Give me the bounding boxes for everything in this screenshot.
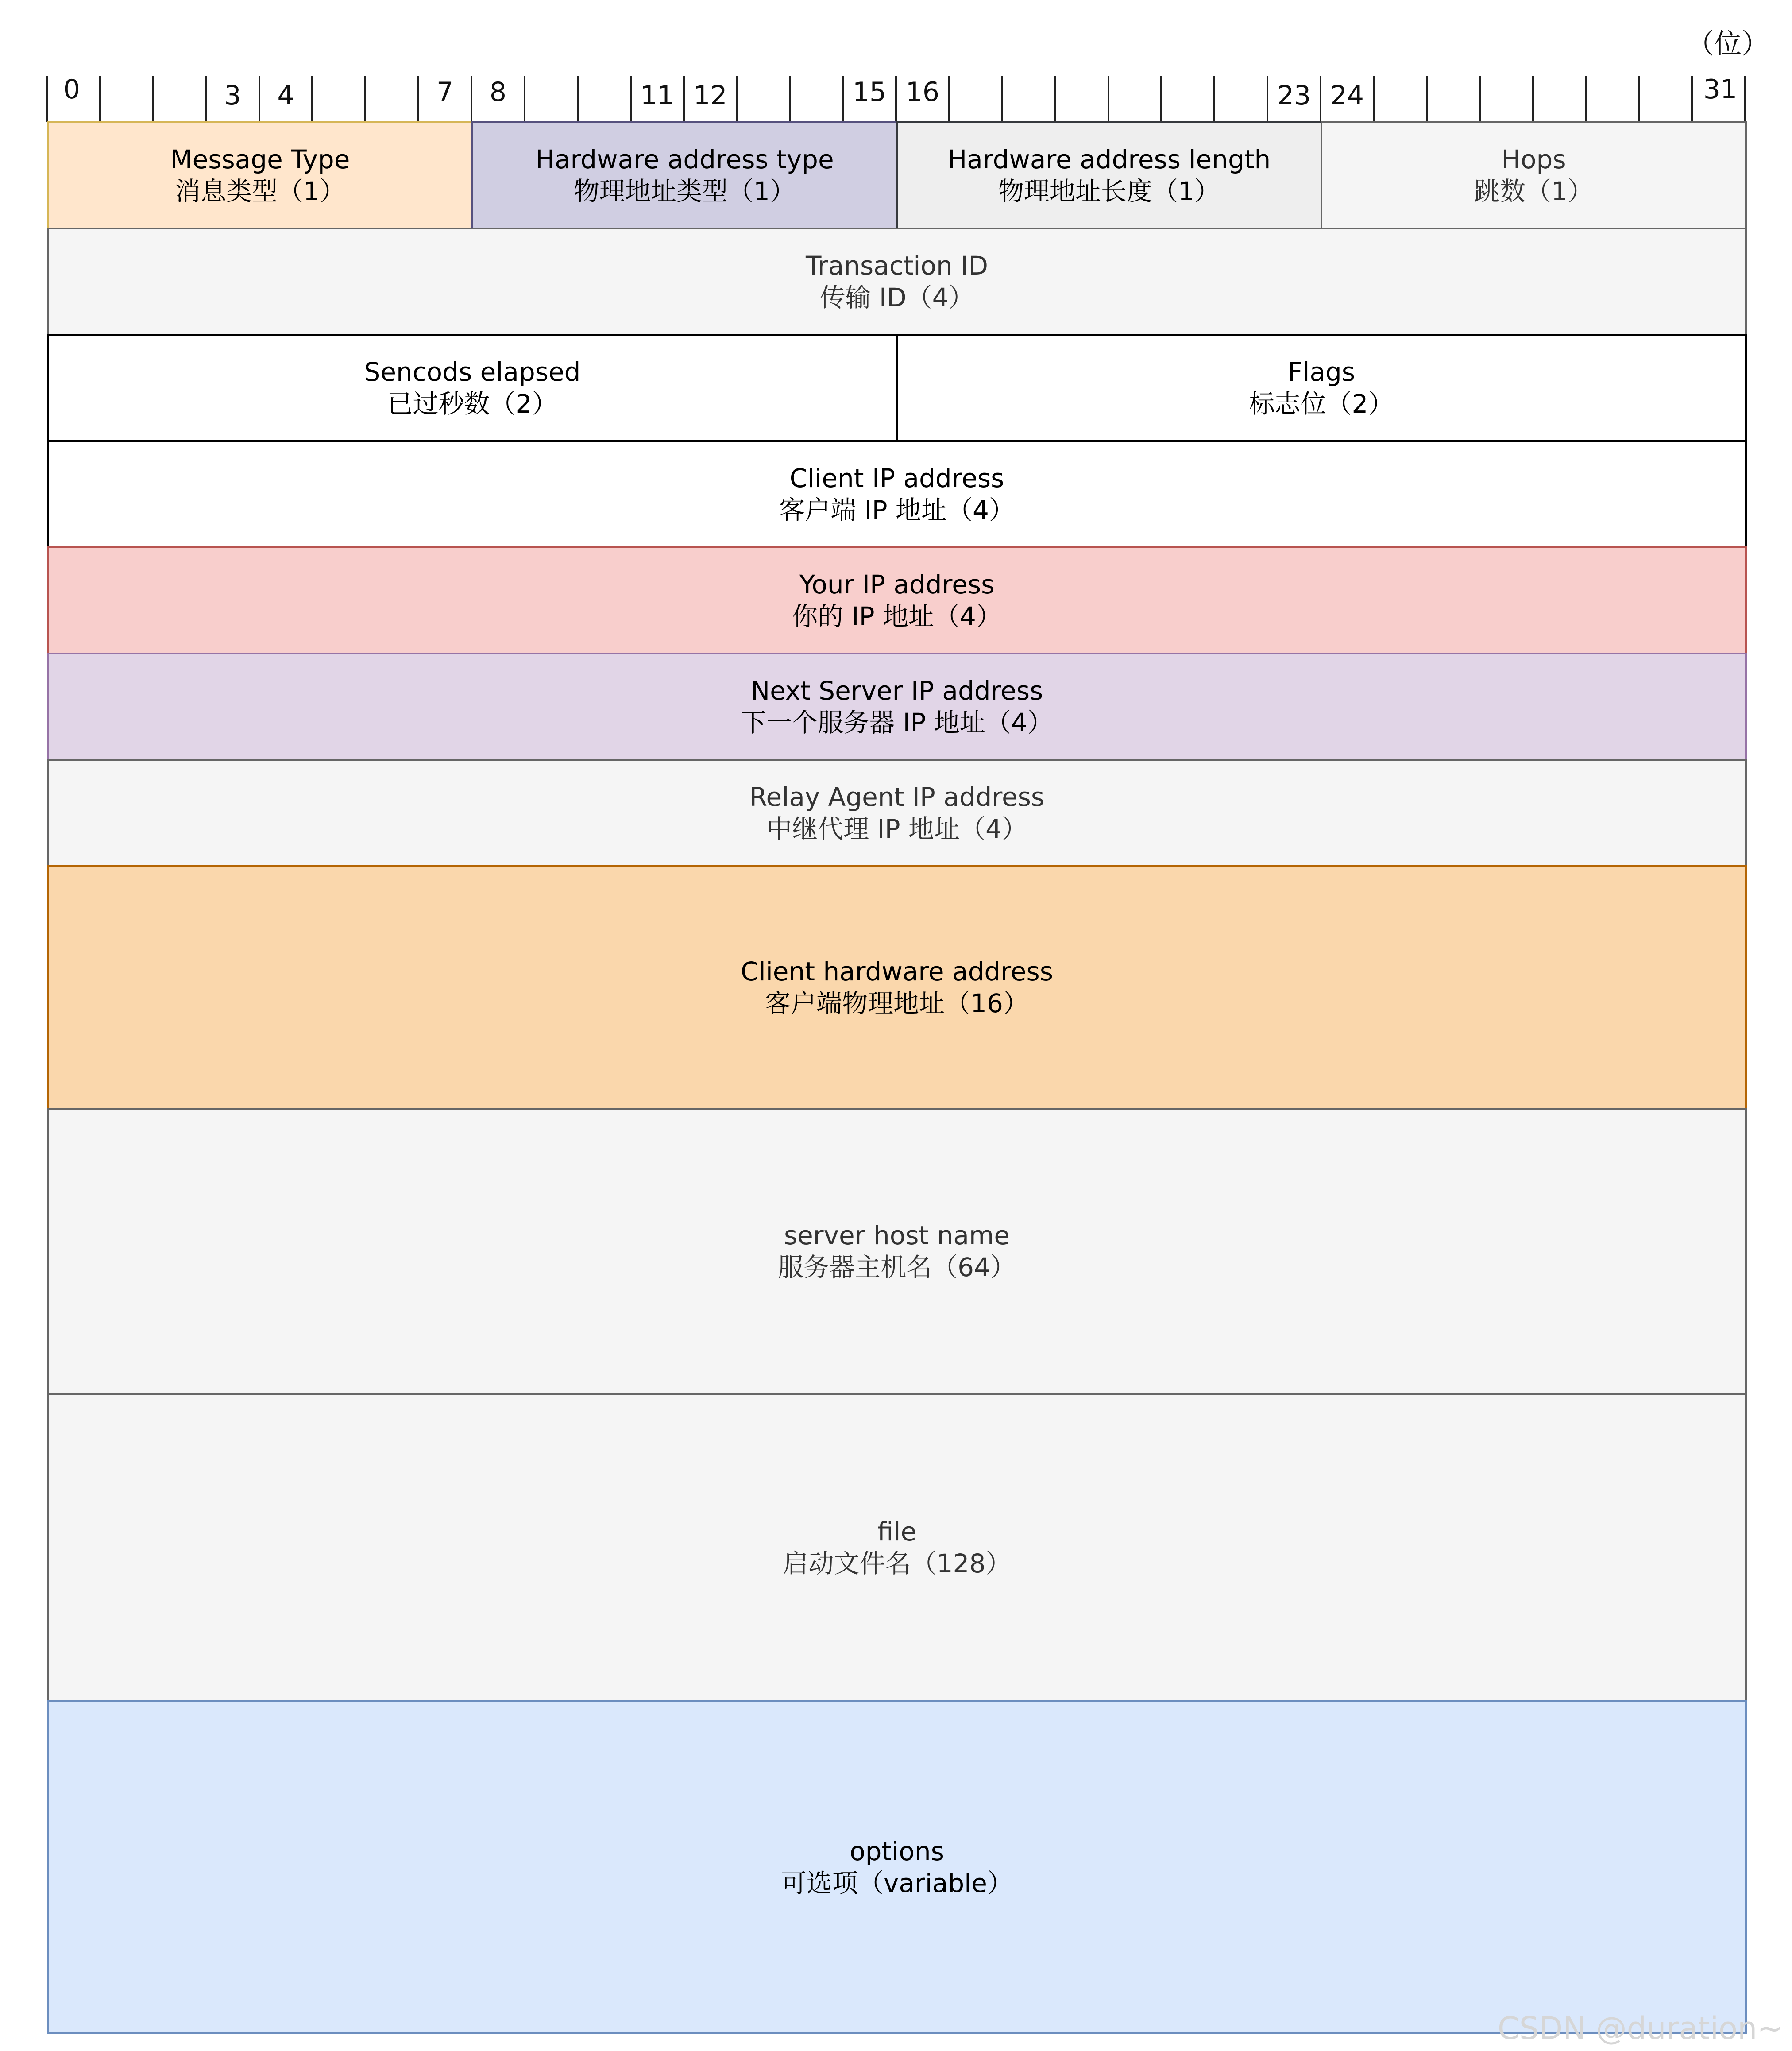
ruler-tick (577, 76, 579, 122)
field-flags (896, 334, 1747, 442)
field-name-en: Message Type (170, 144, 350, 174)
field-name-en: file (877, 1517, 917, 1547)
field-name-en: Hardware address type (535, 144, 834, 174)
ruler-tick (46, 76, 48, 122)
ruler-tick (1532, 76, 1534, 122)
field-name-zh: 服务器主机名（64） (778, 1252, 1016, 1282)
ruler-tick (1691, 76, 1693, 122)
ruler-tick (842, 76, 844, 122)
field-name-en: Next Server IP address (750, 676, 1043, 706)
ruler-tick (1638, 76, 1640, 122)
field-transaction-id (47, 228, 1747, 336)
ruler-tick (1426, 76, 1428, 122)
field-name-zh: 启动文件名（128） (782, 1548, 1012, 1579)
ruler-label: 11 (640, 80, 674, 111)
field-name-en: options (850, 1836, 944, 1866)
ruler-tick (1267, 76, 1268, 122)
field-seconds-elapsed (47, 334, 898, 442)
field-your-ip-address (47, 546, 1747, 654)
unit-label: （位） (1686, 27, 1769, 60)
field-name-en: Client IP address (789, 463, 1004, 493)
ruler-tick (1320, 76, 1321, 122)
ruler-label: 0 (63, 74, 81, 105)
ruler-tick (1585, 76, 1587, 122)
field-name-zh: 下一个服务器 IP 地址（4） (741, 708, 1053, 738)
field-name-en: Transaction ID (805, 251, 988, 281)
field-name-en: Sencods elapsed (364, 357, 581, 387)
bit-ruler (0, 0, 1792, 124)
ruler-tick (99, 76, 101, 122)
field-message-type (47, 121, 473, 229)
field-next-server-ip-address (47, 653, 1747, 761)
ruler-tick (1160, 76, 1162, 122)
field-client-ip-address (47, 440, 1747, 548)
ruler-tick (259, 76, 260, 122)
field-name-en: Your IP address (799, 569, 995, 600)
ruler-tick (1479, 76, 1481, 122)
field-name-zh: 物理地址长度（1） (998, 176, 1220, 206)
field-relay-agent-ip-address (47, 759, 1747, 867)
ruler-tick (152, 76, 154, 122)
field-name-zh: 客户端物理地址（16） (765, 988, 1029, 1018)
ruler-tick (205, 76, 207, 122)
field-name-zh: 已过秒数（2） (387, 389, 558, 419)
field-name-zh: 跳数（1） (1474, 176, 1593, 206)
ruler-label: 23 (1277, 80, 1311, 111)
field-name-zh: 传输 ID（4） (819, 282, 974, 313)
ruler-tick (471, 76, 472, 122)
field-hardware-address-length (896, 121, 1322, 229)
field-name-en: Flags (1287, 357, 1356, 387)
watermark-text: CSDN @duration~ (1497, 2010, 1783, 2047)
field-name-en: server host name (784, 1220, 1010, 1250)
field-hardware-address-type (471, 121, 898, 229)
ruler-tick (1744, 76, 1746, 122)
ruler-tick (1054, 76, 1056, 122)
ruler-tick (630, 76, 632, 122)
field-client-hardware-address (47, 865, 1747, 1110)
ruler-tick (311, 76, 313, 122)
field-name-zh: 中继代理 IP 地址（4） (766, 814, 1027, 844)
field-file (47, 1393, 1747, 1702)
ruler-tick (364, 76, 366, 122)
ruler-label: 15 (852, 77, 887, 108)
field-server-host-name (47, 1108, 1747, 1395)
field-name-zh: 标志位（2） (1249, 389, 1394, 419)
ruler-tick (1373, 76, 1375, 122)
ruler-tick (1001, 76, 1003, 122)
field-name-en: Hardware address length (947, 144, 1271, 174)
ruler-tick (789, 76, 791, 122)
ruler-tick (1213, 76, 1215, 122)
field-options (47, 1700, 1747, 2034)
ruler-tick (736, 76, 738, 122)
ruler-tick (683, 76, 685, 122)
field-name-zh: 可选项（variable） (781, 1868, 1013, 1898)
field-name-zh: 你的 IP 地址（4） (792, 601, 1002, 631)
field-name-zh: 消息类型（1） (175, 176, 345, 206)
field-name-en: Hops (1501, 144, 1566, 174)
field-name-en: Client hardware address (741, 956, 1053, 987)
field-name-en: Relay Agent IP address (749, 782, 1045, 812)
ruler-tick (417, 76, 419, 122)
ruler-tick (524, 76, 525, 122)
ruler-label: 16 (905, 77, 940, 108)
field-name-zh: 客户端 IP 地址（4） (779, 495, 1015, 525)
ruler-tick (1108, 76, 1109, 122)
ruler-tick (895, 76, 897, 122)
ruler-label: 31 (1703, 74, 1738, 105)
ruler-label: 7 (436, 77, 454, 108)
field-hops (1321, 121, 1747, 229)
ruler-label: 24 (1330, 80, 1364, 111)
field-name-zh: 物理地址类型（1） (574, 176, 796, 206)
ruler-label: 3 (224, 80, 241, 111)
ruler-label: 4 (277, 80, 294, 111)
ruler-label: 8 (489, 77, 507, 108)
ruler-label: 12 (693, 80, 727, 111)
ruler-tick (948, 76, 950, 122)
